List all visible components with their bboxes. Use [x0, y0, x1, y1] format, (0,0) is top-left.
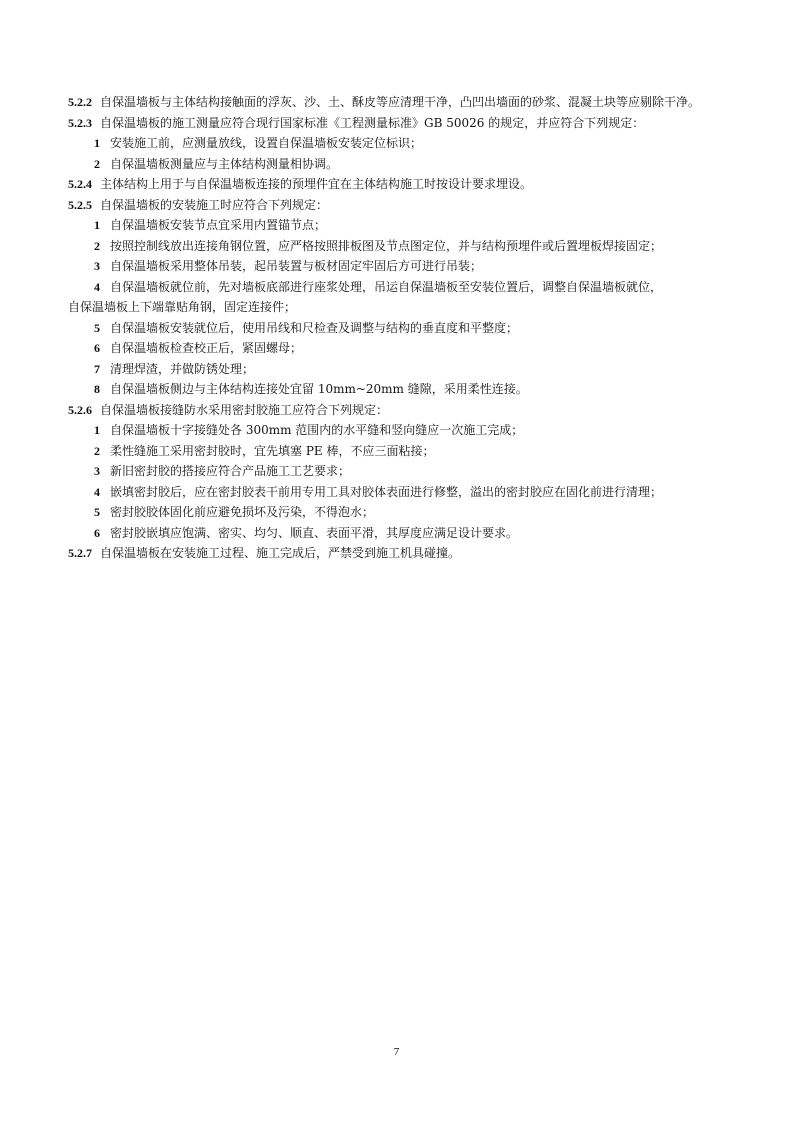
list-item	[68, 133, 730, 154]
list-item	[68, 154, 730, 175]
paragraph-text: 按照控制线放出连接角钢位置，应严格按照排板图及节点图定位，并与结构预埋件或后置埋板焊接固定；	[110, 238, 663, 253]
list-item	[68, 482, 730, 503]
list-item	[68, 236, 730, 257]
paragraph-text: 安装施工前，应测量放线，设置自保温墙板安装定位标识；	[110, 136, 423, 150]
list-item	[68, 318, 730, 339]
paragraph-text: 密封胶胶体固化前应避免损坏及污染，不得泡水；	[110, 505, 375, 519]
paragraph-text: 自保温墙板安装就位后，使用吊线和尺检查及调整与结构的垂直度和平整度；	[110, 320, 519, 335]
item-number: 3	[94, 464, 100, 478]
list-item	[68, 277, 730, 298]
item-number: 3	[94, 259, 100, 273]
item-number: 2	[94, 156, 100, 171]
paragraph-text: 自保温墙板在安装施工过程、施工完成后，严禁受到施工机具碰撞。	[100, 546, 461, 560]
item-number: 1	[94, 423, 100, 437]
item-number: 2	[94, 443, 100, 458]
paragraph-text: 自保温墙板接缝防水采用密封胶施工应符合下列规定：	[100, 402, 389, 417]
paragraph-text: 自保温墙板就位前，先对墙板底部进行座浆处理，吊运自保温墙板至安装位置后，调整自保温墙板就位，	[110, 279, 663, 294]
item-number: 5	[94, 505, 100, 519]
paragraph-text: 清理焊渣，并做防锈处理；	[110, 361, 255, 376]
item-number: 1	[94, 218, 100, 232]
list-item	[68, 502, 730, 523]
clause-paragraph	[68, 113, 730, 134]
paragraph-text: 自保温墙板的施工测量应符合现行国家标准《工程测量标准》GB 50026 的规定，并应符合下列规定：	[100, 115, 645, 130]
list-item	[68, 359, 730, 380]
clause-number: 5.2.5	[68, 197, 92, 212]
list-item	[68, 461, 730, 482]
paragraph-text: 密封胶嵌填应饱满、密实、均匀、顺直、表面平滑，其厚度应满足设计要求。	[110, 525, 519, 540]
paragraph-text: 嵌填密封胶后，应在密封胶表干前用专用工具对胶体表面进行修整，溢出的密封胶应在固化前进行清理；	[110, 484, 663, 499]
clause-paragraph	[68, 174, 730, 195]
item-number: 5	[94, 320, 100, 335]
item-number: 6	[94, 525, 100, 540]
list-item	[68, 379, 730, 400]
paragraph-text: 自保温墙板检查校正后，紧固螺母；	[110, 341, 303, 355]
clause-paragraph	[68, 92, 730, 113]
list-item	[68, 256, 730, 277]
clause-number: 5.2.7	[68, 546, 92, 560]
paragraph-text: 自保温墙板与主体结构接触面的浮灰、沙、土、酥皮等应清理干净，凸凹出墙面的砂浆、混凝土块等应剔除干净。	[100, 95, 701, 109]
item-number: 4	[94, 279, 100, 294]
paragraph-text: 自保温墙板安装节点宜采用内置锚节点；	[110, 218, 327, 232]
item-number: 4	[94, 484, 100, 499]
paragraph-text: 自保温墙板十字接缝处各 300mm 范围内的水平缝和竖向缝应一次施工完成；	[110, 423, 524, 437]
page-number: 7	[393, 1046, 400, 1058]
paragraph-text: 自保温墙板测量应与主体结构测量相协调。	[110, 156, 339, 171]
paragraph-continuation: 自保温墙板上下端靠贴角钢，固定连接件；	[68, 300, 297, 314]
clause-number: 5.2.6	[68, 402, 92, 417]
paragraph-text: 自保温墙板采用整体吊装，起吊装置与板材固定牢固后方可进行吊装；	[110, 259, 483, 273]
item-number: 1	[94, 136, 100, 150]
clause-number: 5.2.4	[68, 177, 92, 191]
list-item	[68, 441, 730, 462]
paragraph-text: 柔性缝施工采用密封胶时，宜先填塞 PE 棒，不应三面粘接；	[110, 443, 435, 458]
item-number: 7	[94, 361, 100, 376]
clause-paragraph	[68, 400, 730, 421]
clause-paragraph	[68, 195, 730, 216]
item-number: 2	[94, 238, 100, 253]
list-item	[68, 338, 730, 359]
paragraph-text: 新旧密封胶的搭接应符合产品施工工艺要求；	[110, 464, 351, 478]
item-number: 8	[94, 382, 100, 396]
paragraph-text: 自保温墙板侧边与主体结构连接处宜留 10mm~20mm 缝隙，采用柔性连接。	[110, 382, 528, 396]
clause-paragraph	[68, 543, 730, 564]
clause-number: 5.2.3	[68, 115, 92, 130]
document-body	[68, 92, 730, 564]
list-item	[68, 215, 730, 236]
clause-number: 5.2.2	[68, 95, 92, 109]
item-number: 6	[94, 341, 100, 355]
paragraph-text: 主体结构上用于与自保温墙板连接的预埋件宜在主体结构施工时按设计要求埋设。	[100, 177, 533, 191]
list-item	[68, 420, 730, 441]
list-item	[68, 523, 730, 544]
paragraph-text: 自保温墙板的安装施工时应符合下列规定：	[100, 197, 329, 212]
